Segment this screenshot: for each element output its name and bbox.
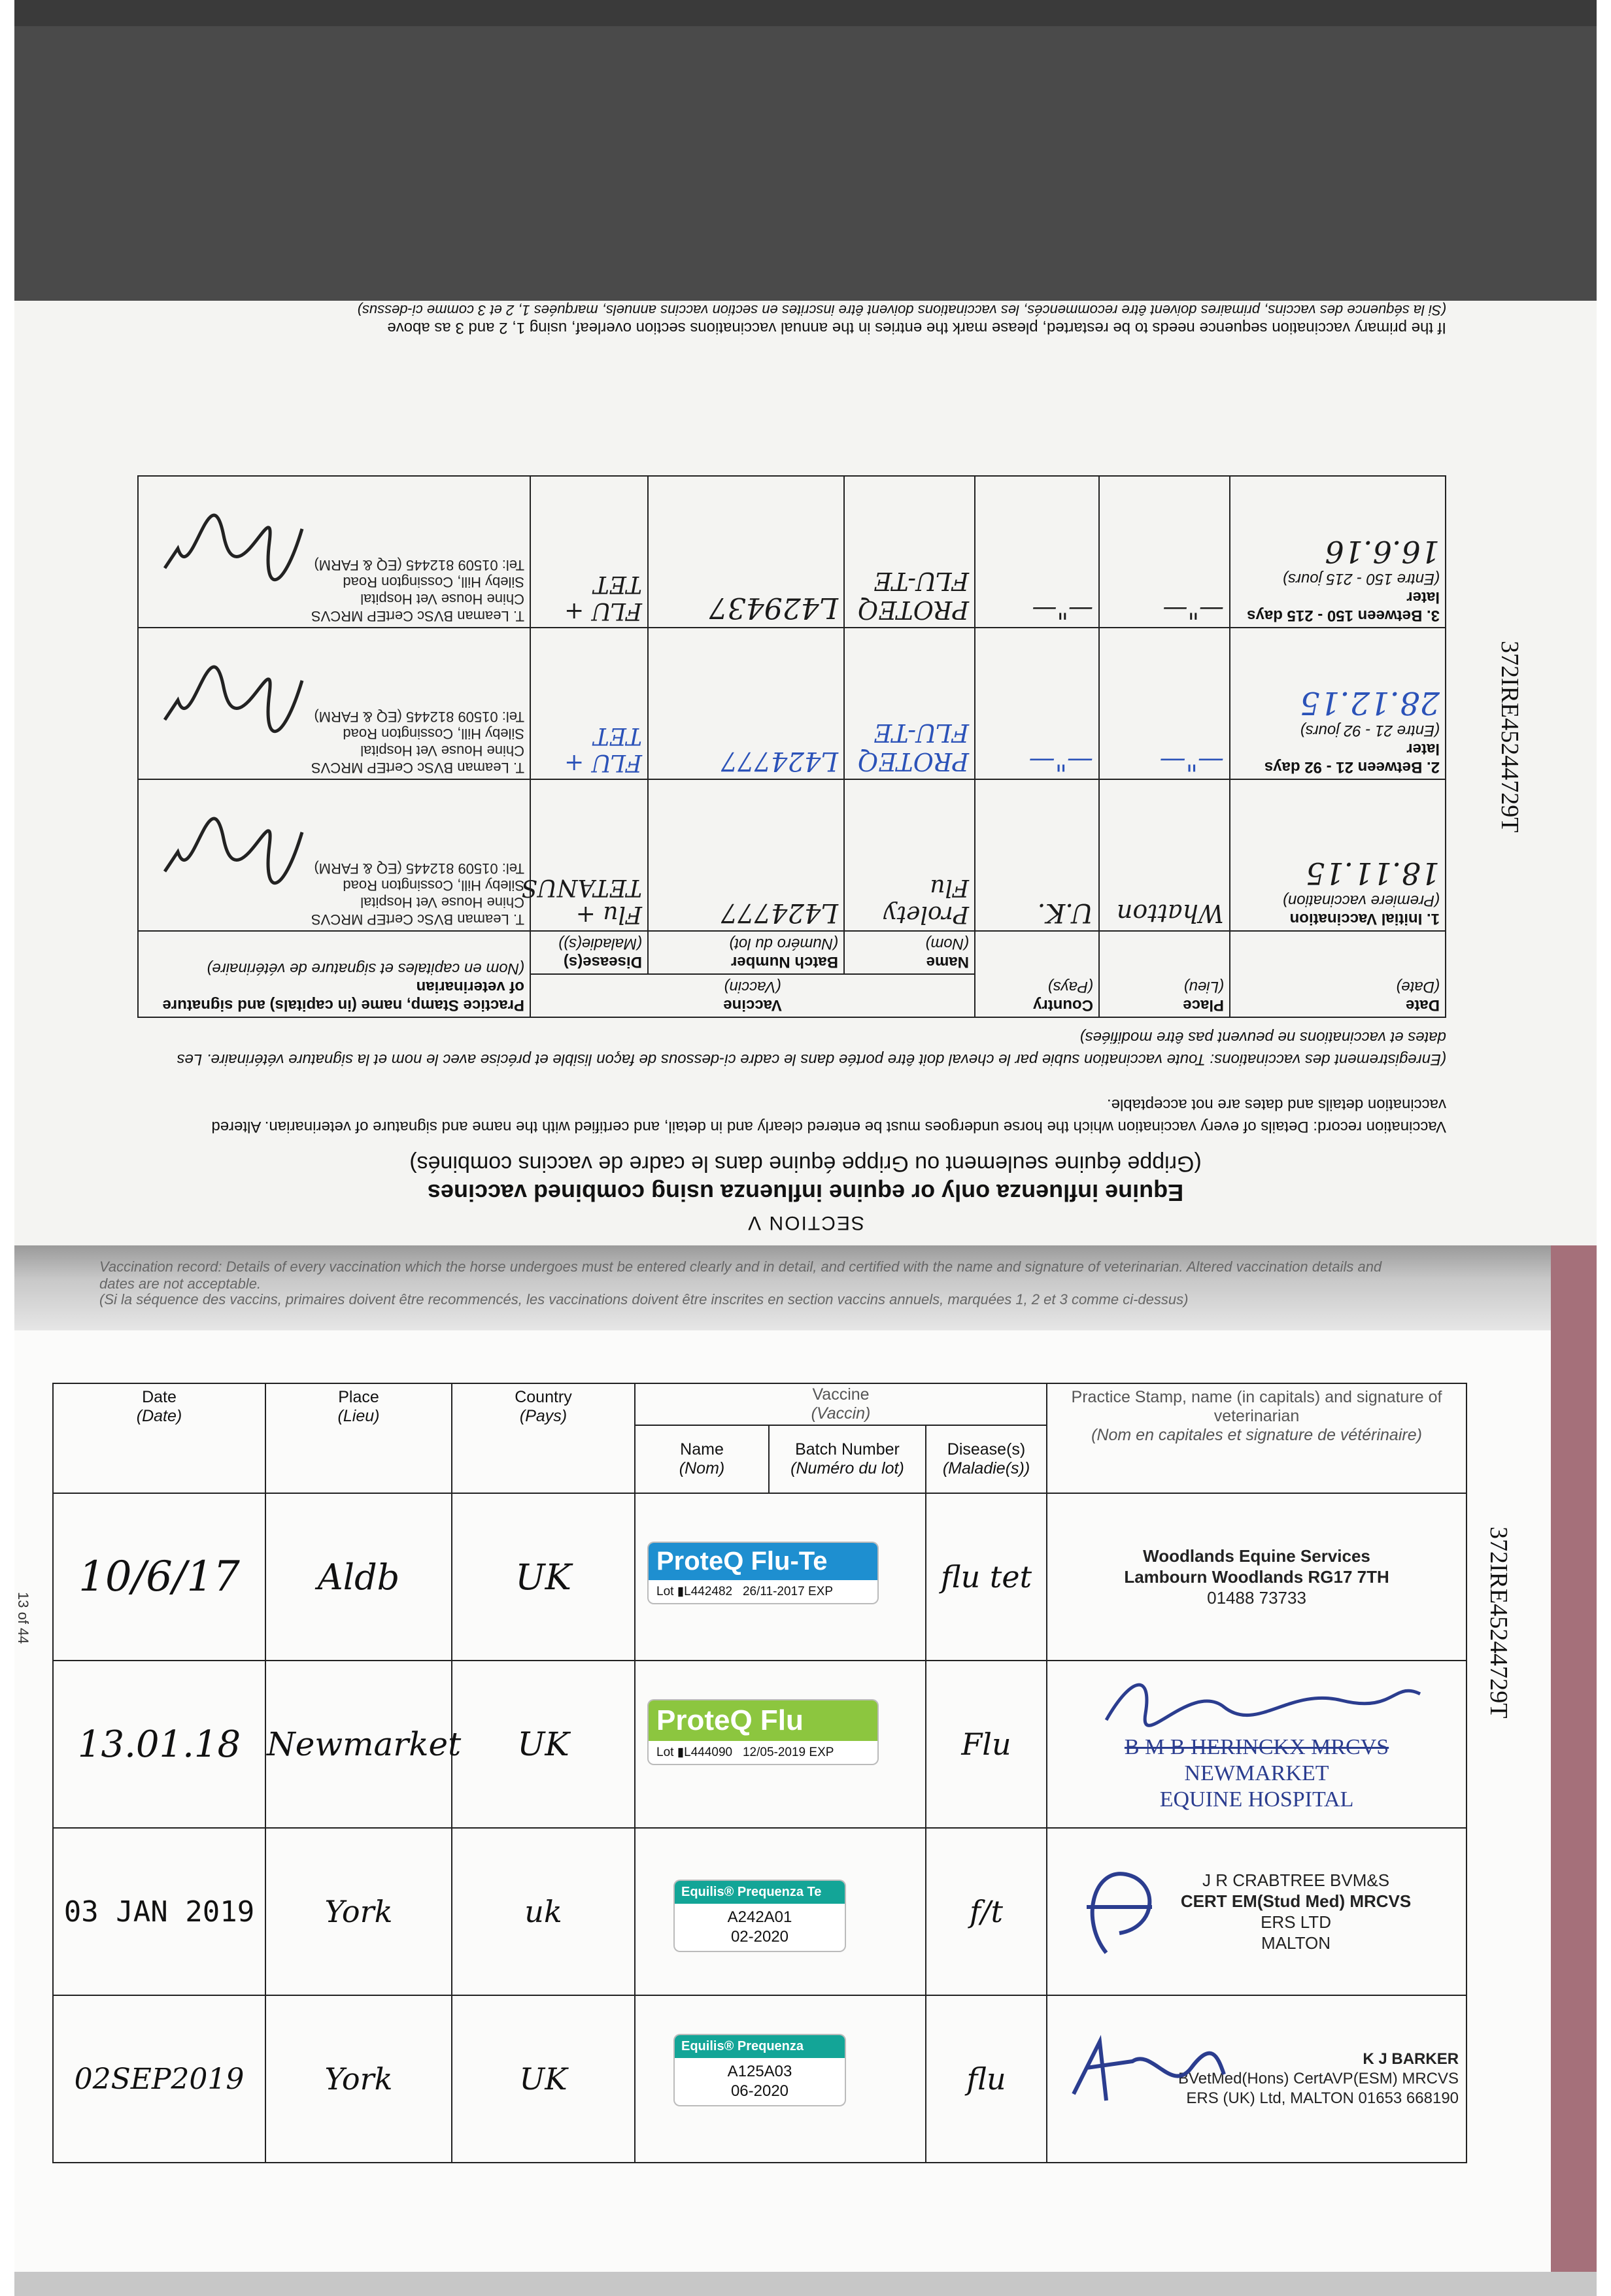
place-header: Place (Lieu) <box>265 1383 452 1493</box>
place-cell: York <box>265 1828 452 1995</box>
vaccine-name-cell: PROTEQ FLU-TE <box>844 476 975 628</box>
vet-signature <box>1067 1855 1165 1966</box>
scan-bottom-margin <box>14 2272 1597 2296</box>
passport-page-13 <box>14 1330 1551 2272</box>
practice-stamp: K J BARKER BVetMed(Hons) CertAVP(ESM) MRCVS ERS (UK) Ltd, MALTON 01653 668190 <box>1178 2050 1459 2107</box>
vaccine-sticker: ProteQ Flu Lot ▮L444090 12/05-2019 EXP <box>649 1700 877 1764</box>
scanner-background <box>14 0 1597 307</box>
stamp-cell <box>1047 1995 1467 2163</box>
stamp-header: Practice Stamp, name (in capitals) and signature of veterinarian (Nom en capitales et signature de vétérinaire) <box>138 931 530 1017</box>
practice-stamp: T. Leaman BVSc CertEP MRCVS Chine House Vet Hospital Sileby Hill, Cossington Road Tel: 01509 812445 (EQ & FARM) <box>311 709 524 776</box>
table-row <box>53 1493 1467 1661</box>
lot-number: A125A03 <box>727 2063 792 2080</box>
disease-header: Disease(s) (Maladie(s)) <box>926 1425 1047 1493</box>
date-cell: 13.01.18 <box>53 1661 265 1828</box>
country-cell: UK <box>452 1493 635 1661</box>
table-header-row <box>53 1383 1467 1425</box>
stamp-cell <box>1047 1493 1467 1661</box>
vet-signature <box>158 661 309 759</box>
name-header: Name (Nom) <box>844 931 975 974</box>
page-fold <box>14 1245 1597 1330</box>
vaccination-record-notice-fr: (Enregistrement des vaccinations: Toute vaccination subie par le cheval doit être portée dans le cadre ci-dessous de façon lisible et précise avec le nom et la signature vétérinaire. Les dates et vaccinations ne peuvent pas être modifiées) <box>177 1028 1446 1068</box>
country-header: Country (Pays) <box>452 1383 635 1493</box>
place-cell: Whatton <box>1099 779 1230 931</box>
vaccine-header: Vaccine (Vaccin) <box>530 974 975 1017</box>
disease-cell: FLU + TET <box>530 628 648 779</box>
stamp-cell <box>1047 1828 1467 1995</box>
expiry-date: 26/11-2017 <box>742 1585 805 1598</box>
vaccine-label-cell <box>635 1493 926 1661</box>
disease-cell: flu <box>926 1995 1047 2163</box>
place-cell: Aldb <box>265 1493 452 1661</box>
vaccine-label-cell <box>635 1828 926 1995</box>
table-header-row <box>138 974 1446 1017</box>
lot-number: A242A01 <box>727 1908 792 1926</box>
handwritten-date: 28.12.15 <box>1300 684 1440 721</box>
country-header: Country (Pays) <box>975 931 1099 1017</box>
country-cell: UK <box>452 1661 635 1828</box>
country-cell: —"— <box>975 476 1099 628</box>
place-cell: York <box>265 1995 452 2163</box>
stamp-header: Practice Stamp, name (in capitals) and signature of veterinarian (Nom en capitales et signature de vétérinaire) <box>1047 1383 1467 1493</box>
batch-cell: L429437 <box>648 476 844 628</box>
batch-header: Batch Number (Numéro du lot) <box>769 1425 926 1493</box>
country-cell: U.K. <box>975 779 1099 931</box>
date-header: Date (Date) <box>1230 931 1446 1017</box>
stamp-cell <box>138 628 530 779</box>
place-cell: —"— <box>1099 476 1230 628</box>
passport-serial-number: 372IRE45244729T <box>1485 1527 1512 1719</box>
faded-notice-fr: (Si la séquence des vaccins, primaires doivent être recommencés, les vaccinations doivent être inscrites en section vaccins annuels, marquées 1, 2 et 3 comme ci-dessus) <box>99 1291 1189 1308</box>
place-cell: —"— <box>1099 628 1230 779</box>
passport-cover-edge <box>1551 1245 1597 2272</box>
lot-number: L444090 <box>684 1746 733 1759</box>
practice-stamp: T. Leaman BVSc CertEP MRCVS Chine House Vet Hospital Sileby Hill, Cossington Road Tel: 01509 812445 (EQ & FARM) <box>311 557 524 624</box>
stamp-cell <box>1047 1661 1467 1828</box>
restart-note-fr: (Si la séquence des vaccins, primaires doivent être recommencés, les vaccinations doivent être inscrites en section vaccins annuels, marquées 1, 2 et 3 comme ci-dessus) <box>357 302 1446 318</box>
stamp-cell <box>138 779 530 931</box>
scanner-top-band <box>14 0 1597 26</box>
section-heading: SECTION V <box>747 1212 864 1234</box>
table-row <box>138 476 1446 628</box>
vaccine-name-cell: Prolety Flu <box>844 779 975 931</box>
expiry-date: 06-2020 <box>730 2082 789 2100</box>
vet-signature <box>1093 1668 1433 1740</box>
handwritten-date: 16.6.16 <box>1325 534 1440 569</box>
upside-down-content <box>14 301 1597 1245</box>
page-number: 13 of 44 <box>15 1592 31 1644</box>
date-cell: 2. Between 21 - 92 days later (Entre 21 - 92 jours) 28.12.15 <box>1230 628 1446 779</box>
handwritten-date: 18.11.15 <box>1306 856 1440 891</box>
table-row <box>53 1661 1467 1828</box>
table-row <box>53 1995 1467 2163</box>
vaccine-header: Vaccine (Vaccin) <box>635 1383 1047 1425</box>
lot-number: L442482 <box>684 1585 733 1598</box>
restart-note: If the primary vaccination sequence needs to be restarted, please mark the entries in the annual vaccinations section overleaf, using 1, 2 and 3 as above <box>387 319 1446 337</box>
disease-header: Disease(s) (Maladie(s)) <box>530 931 648 974</box>
table-row <box>53 1828 1467 1995</box>
batch-cell: L424777 <box>648 779 844 931</box>
practice-stamp: T. Leaman BVSc CertEP MRCVS Chine House Vet Hospital Sileby Hill, Cossington Road Tel: 01509 812445 (EQ & FARM) <box>311 860 524 928</box>
disease-cell: f/t <box>926 1828 1047 1995</box>
table-row <box>138 779 1446 931</box>
expiry-date: 12/05-2019 <box>742 1746 806 1759</box>
place-header: Place (Lieu) <box>1099 931 1230 1017</box>
primary-vaccination-table <box>137 475 1446 1018</box>
disease-cell: Flu <box>926 1661 1047 1828</box>
vaccine-label-cell <box>635 1661 926 1828</box>
name-header: Name (Nom) <box>635 1425 769 1493</box>
vaccination-record-notice: Vaccination record: Details of every vaccination which the horse undergoes must be entered clearly and in detail, and certified with the name and signature of veterinarian. Altered vaccination details and dates are not acceptable. <box>211 1096 1446 1136</box>
practice-stamp: B M B HERINCKX MRCVS NEWMARKET EQUINE HOSPITAL <box>1124 1735 1389 1812</box>
stamp-cell <box>138 476 530 628</box>
vaccine-name-cell: PROTEQ FLU-TE <box>844 628 975 779</box>
passport-page-12 <box>14 301 1597 1245</box>
expiry-date: 02-2020 <box>730 1928 789 1946</box>
table-row <box>138 628 1446 779</box>
vaccine-sticker: Equilis® Prequenza Te A242A01 02-2020 <box>675 1881 845 1951</box>
vaccine-sticker: ProteQ Flu-Te Lot ▮L442482 26/11-2017 EXP <box>649 1543 877 1603</box>
disease-cell: Flu + TETANUS <box>530 779 648 931</box>
country-cell: —"— <box>975 628 1099 779</box>
date-cell: 03 JAN 2019 <box>53 1828 265 1995</box>
practice-stamp: J R CRABTREE BVM&S CERT EM(Stud Med) MRCVS ERS LTD MALTON <box>1180 1870 1412 1953</box>
date-header: Date (Date) <box>53 1383 265 1493</box>
date-cell: 02SEP2019 <box>53 1995 265 2163</box>
faded-notice: Vaccination record: Details of every vaccination which the horse undergoes must be entered clearly and in detail, and certified with the name and signature of veterinarian. Altered vaccination details and dates are not acceptable. <box>99 1258 1382 1292</box>
vet-signature <box>158 813 309 911</box>
date-cell: 3. Between 150 - 215 days later (Entre 150 - 215 jours) 16.6.16 <box>1230 476 1446 628</box>
batch-cell: L424777 <box>648 628 844 779</box>
date-cell: 10/6/17 <box>53 1493 265 1661</box>
vaccine-sticker: Equilis® Prequenza A125A03 06-2020 <box>675 2035 845 2105</box>
disease-cell: flu tet <box>926 1493 1047 1661</box>
country-cell: UK <box>452 1995 635 2163</box>
section-title: Equine influenza only or equine influenza using combined vaccines <box>427 1179 1184 1206</box>
vaccine-label-cell <box>635 1995 926 2163</box>
vet-signature <box>1060 2022 1230 2120</box>
batch-header: Batch Number (Numéro du lot) <box>648 931 844 974</box>
disease-cell: FLU + TET <box>530 476 648 628</box>
passport-serial-number: 372IRE45244729T <box>1496 641 1523 833</box>
date-cell: 1. Initial Vaccination (Premiere vaccination) 18.11.15 <box>1230 779 1446 931</box>
annual-vaccination-table <box>52 1383 1467 2163</box>
place-cell: Newmarket <box>265 1661 452 1828</box>
practice-stamp: Woodlands Equine Services Lambourn Woodlands RG17 7TH 01488 73733 <box>1124 1546 1389 1608</box>
vet-signature <box>158 509 309 607</box>
country-cell: uk <box>452 1828 635 1995</box>
section-subtitle: (Grippe équine seulement ou Grippe équine dans le cadre de vaccins combinés) <box>409 1151 1202 1176</box>
